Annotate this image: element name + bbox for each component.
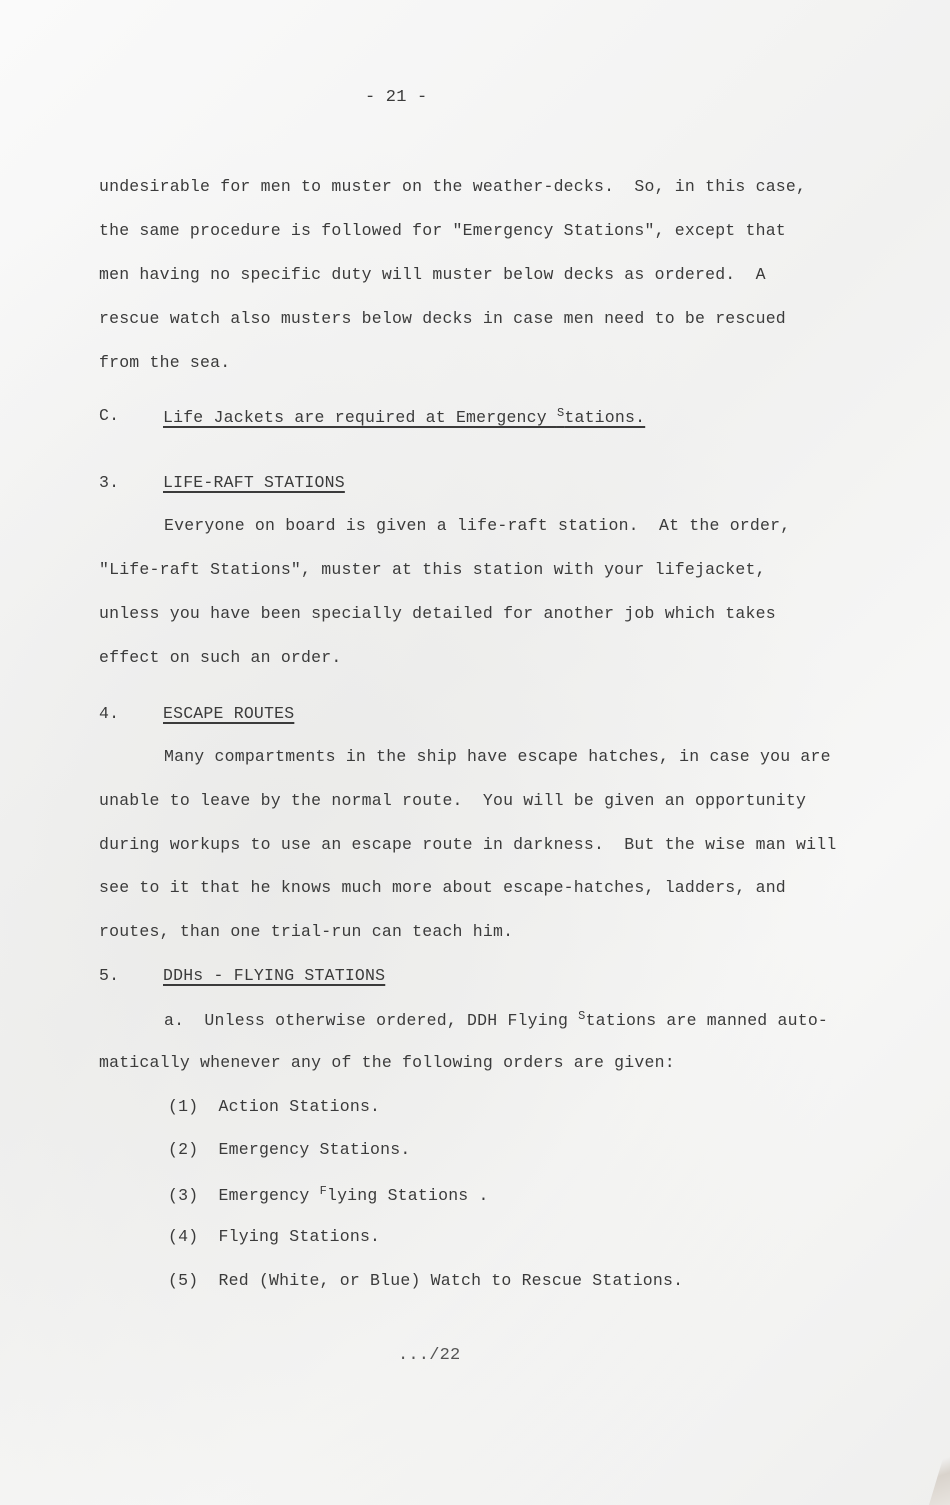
section-3-heading: LIFE-RAFT STATIONS	[163, 473, 345, 492]
section-4-line-3: during workups to use an escape route in darkness. But the wise man will	[99, 835, 837, 854]
order-text-post: lying Stations .	[326, 1186, 489, 1205]
section-4-line-4: see to it that he knows much more about escape-hatches, ladders, and	[99, 878, 786, 897]
section-3-line-4: effect on such an order.	[99, 648, 342, 667]
order-text: Action Stations.	[218, 1097, 381, 1116]
intro-line-3: men having no specific duty will muster below decks as ordered. A	[99, 265, 766, 284]
para-a-post: tations are manned auto-	[585, 1011, 829, 1030]
section-4-line-2: unable to leave by the normal route. You will be given an opportunity	[99, 791, 807, 810]
section-4-number: 4.	[99, 704, 120, 723]
section-3-line-1: Everyone on board is given a life-raft station. At the order,	[164, 516, 791, 535]
order-text: Flying Stations.	[218, 1227, 381, 1246]
order-num: (1)	[168, 1097, 199, 1116]
order-item-5	[168, 1271, 683, 1290]
order-text-sup: F	[319, 1184, 327, 1198]
order-item-3	[168, 1184, 489, 1205]
order-text-pre: Emergency	[218, 1186, 320, 1205]
order-text: Emergency Stations.	[218, 1140, 411, 1159]
section-4-line-5: routes, than one trial-run can teach him.	[99, 922, 514, 941]
para-a-pre: a. Unless otherwise ordered, DDH Flying	[164, 1011, 579, 1030]
section-5-para-a-line-1	[164, 1009, 828, 1030]
section-4-heading: ESCAPE ROUTES	[163, 704, 295, 723]
item-c-text	[163, 406, 645, 427]
page-number: - 21 -	[365, 88, 428, 107]
section-3-line-3: unless you have been specially detailed for another job which takes	[99, 604, 776, 623]
section-5-number: 5.	[99, 966, 120, 985]
order-text: Red (White, or Blue) Watch to Rescue Stations.	[218, 1271, 684, 1290]
order-item-1	[168, 1097, 380, 1116]
section-5-para-a-line-2: matically whenever any of the following orders are given:	[99, 1053, 675, 1072]
continuation-marker: .../22	[398, 1346, 461, 1365]
item-c-text-pre: Life Jackets are required at Emergency	[163, 408, 557, 427]
item-c-label: C.	[99, 406, 120, 425]
order-num: (2)	[168, 1140, 199, 1159]
intro-line-2: the same procedure is followed for "Emergency Stations", except that	[99, 221, 786, 240]
intro-line-5: from the sea.	[99, 353, 231, 372]
section-3-number: 3.	[99, 473, 120, 492]
order-num: (4)	[168, 1227, 199, 1246]
folded-corner	[920, 1435, 950, 1505]
intro-line-4: rescue watch also musters below decks in case men need to be rescued	[99, 309, 786, 328]
order-num: (3)	[168, 1186, 199, 1205]
para-a-sup: S	[578, 1009, 586, 1023]
order-item-2	[168, 1140, 410, 1159]
order-num: (5)	[168, 1271, 199, 1290]
section-5-heading: DDHs - FLYING STATIONS	[163, 966, 386, 985]
order-item-4	[168, 1227, 380, 1246]
section-3-line-2: "Life-raft Stations", muster at this station with your lifejacket,	[99, 560, 766, 579]
item-c-text-post: tations.	[564, 408, 646, 427]
section-4-line-1: Many compartments in the ship have escape hatches, in case you are	[164, 747, 831, 766]
item-c-text-sup: S	[556, 406, 565, 420]
intro-line-1: undesirable for men to muster on the weather-decks. So, in this case,	[99, 177, 807, 196]
